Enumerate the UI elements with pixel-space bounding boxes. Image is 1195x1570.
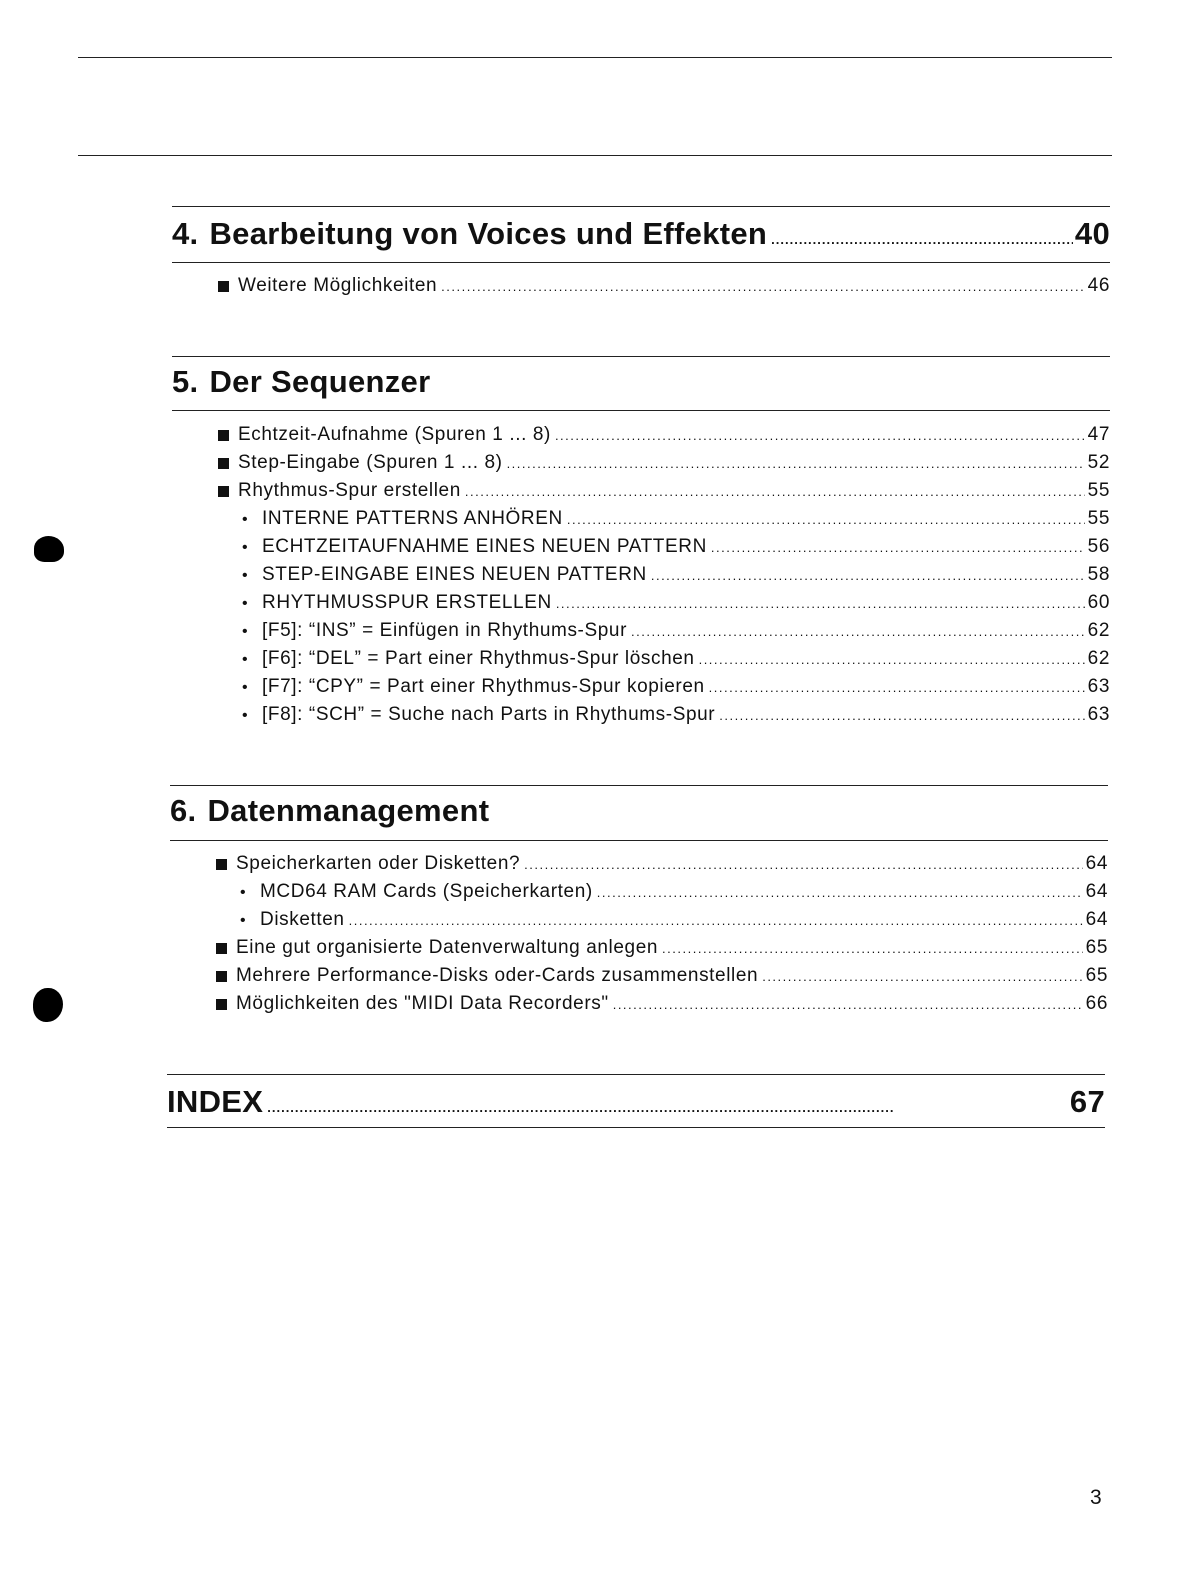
entry-page: 65 — [1085, 937, 1108, 958]
leader-dots — [556, 590, 1085, 618]
toc-subentry[interactable] — [216, 878, 1108, 906]
toc-subentry[interactable] — [218, 617, 1110, 645]
index-section — [167, 1082, 1105, 1128]
entry-text: Weitere Möglichkeiten — [238, 275, 438, 296]
dot-bullet-icon: • — [242, 567, 249, 584]
top-rule-2 — [78, 155, 1112, 156]
section-5 — [172, 362, 1110, 402]
entry-text: INTERNE PATTERNS ANHÖREN — [262, 508, 563, 529]
section-5-heading[interactable] — [172, 362, 1110, 402]
entry-page: 55 — [1087, 480, 1110, 501]
section-4 — [172, 214, 1110, 260]
toc-entry[interactable] — [216, 850, 1108, 878]
leader-dots — [613, 991, 1083, 1019]
section-page: 40 — [1074, 216, 1110, 251]
leader-dots — [709, 674, 1085, 702]
entry-page: 62 — [1087, 648, 1110, 669]
leader-dots — [349, 907, 1083, 935]
leader-dots — [711, 534, 1085, 562]
punch-hole-mark — [34, 536, 64, 562]
section-number: 6. — [170, 793, 197, 828]
entry-page: 60 — [1087, 592, 1110, 613]
top-rule-1 — [78, 57, 1112, 58]
section-4-top-rule — [172, 206, 1110, 207]
leader-dots — [771, 220, 1073, 260]
entry-page: 63 — [1087, 676, 1110, 697]
entry-text: Echtzeit-Aufnahme (Spuren 1 ... 8) — [238, 424, 551, 445]
section-number: 4. — [172, 216, 199, 251]
entry-page: 46 — [1087, 275, 1110, 296]
leader-dots — [524, 851, 1083, 879]
leader-dots — [267, 1088, 1068, 1128]
entry-page: 64 — [1085, 853, 1108, 874]
toc-entry[interactable] — [218, 449, 1110, 477]
toc-subentry[interactable] — [218, 533, 1110, 561]
entry-text: MCD64 RAM Cards (Speicherkarten) — [260, 881, 593, 902]
leader-dots — [762, 963, 1082, 991]
square-bullet-icon — [218, 281, 229, 292]
leader-dots — [567, 506, 1085, 534]
entry-page: 56 — [1087, 536, 1110, 557]
dot-bullet-icon: • — [242, 651, 249, 668]
punch-hole-mark — [33, 988, 63, 1022]
page-number: 3 — [1090, 1486, 1102, 1509]
toc-subentry[interactable] — [218, 645, 1110, 673]
toc-entry[interactable] — [218, 421, 1110, 449]
leader-dots — [597, 879, 1083, 907]
entry-text: [F5]: “INS” = Einfügen in Rhythums-Spur — [262, 620, 628, 641]
section-4-bottom-rule — [172, 262, 1110, 263]
entry-text: Eine gut organisierte Datenverwaltung anlegen — [236, 937, 659, 958]
entry-text: STEP-EINGABE EINES NEUEN PATTERN — [262, 564, 647, 585]
square-bullet-icon — [218, 486, 229, 497]
toc-subentry[interactable] — [216, 906, 1108, 934]
leader-dots — [507, 450, 1085, 478]
section-5-bottom-rule — [172, 410, 1110, 411]
toc-entry[interactable] — [216, 934, 1108, 962]
section-4-entries — [172, 272, 1110, 300]
dot-bullet-icon: • — [242, 595, 249, 612]
toc-subentry[interactable] — [218, 673, 1110, 701]
entry-text: Möglichkeiten des "MIDI Data Recorders" — [236, 993, 609, 1014]
toc-entry[interactable] — [218, 477, 1110, 505]
entry-text: [F6]: “DEL” = Part einer Rhythmus-Spur löschen — [262, 648, 695, 669]
entry-page: 63 — [1087, 704, 1110, 725]
square-bullet-icon — [216, 943, 227, 954]
section-4-heading[interactable] — [172, 214, 1110, 260]
toc-subentry[interactable] — [218, 589, 1110, 617]
section-6 — [170, 791, 1108, 831]
entry-page: 47 — [1087, 424, 1110, 445]
entry-text: Mehrere Performance-Disks oder-Cards zusammenstellen — [236, 965, 759, 986]
dot-bullet-icon: • — [242, 679, 249, 696]
toc-entry[interactable] — [218, 272, 1110, 300]
entry-page: 52 — [1087, 452, 1110, 473]
entry-page: 64 — [1085, 881, 1108, 902]
leader-dots — [631, 618, 1085, 646]
section-title: Datenmanagement — [207, 793, 490, 828]
index-bottom-rule — [167, 1127, 1105, 1128]
index-top-rule — [167, 1074, 1105, 1075]
entry-page: 55 — [1087, 508, 1110, 529]
entry-page: 58 — [1087, 564, 1110, 585]
entry-text: [F8]: “SCH” = Suche nach Parts in Rhythums-Spur — [262, 704, 716, 725]
entry-text: RHYTHMUSSPUR ERSTELLEN — [262, 592, 552, 613]
toc-entry[interactable] — [216, 962, 1108, 990]
entry-text: ECHTZEITAUFNAHME EINES NEUEN PATTERN — [262, 536, 707, 557]
toc-subentry[interactable] — [218, 505, 1110, 533]
section-5-entries — [172, 421, 1110, 729]
dot-bullet-icon: • — [242, 707, 249, 724]
section-6-top-rule — [170, 785, 1108, 786]
dot-bullet-icon: • — [240, 884, 247, 901]
entry-page: 65 — [1085, 965, 1108, 986]
leader-dots — [555, 422, 1085, 450]
dot-bullet-icon: • — [242, 539, 249, 556]
section-number: 5. — [172, 364, 199, 399]
entry-text: [F7]: “CPY” = Part einer Rhythmus-Spur kopieren — [262, 676, 705, 697]
entry-text: Disketten — [260, 909, 345, 930]
section-6-entries — [170, 850, 1108, 1018]
leader-dots — [662, 935, 1083, 963]
dot-bullet-icon: • — [242, 511, 249, 528]
entry-text: Speicherkarten oder Disketten? — [236, 853, 521, 874]
square-bullet-icon — [216, 859, 227, 870]
entry-text: Rhythmus-Spur erstellen — [238, 480, 461, 501]
toc-subentry[interactable] — [218, 561, 1110, 589]
toc-subentry[interactable] — [218, 701, 1110, 729]
entry-page: 66 — [1085, 993, 1108, 1014]
section-6-heading[interactable] — [170, 791, 1108, 831]
dot-bullet-icon: • — [240, 912, 247, 929]
section-5-top-rule — [172, 356, 1110, 357]
square-bullet-icon — [218, 430, 229, 441]
section-6-bottom-rule — [170, 840, 1108, 841]
entry-text: Step-Eingabe (Spuren 1 ... 8) — [238, 452, 503, 473]
leader-dots — [651, 562, 1085, 590]
leader-dots — [719, 702, 1084, 730]
square-bullet-icon — [218, 458, 229, 469]
square-bullet-icon — [216, 971, 227, 982]
toc-entry[interactable] — [216, 990, 1108, 1018]
index-page: 67 — [1069, 1084, 1105, 1119]
leader-dots — [465, 478, 1085, 506]
entry-page: 64 — [1085, 909, 1108, 930]
index-title: INDEX — [167, 1084, 264, 1119]
leader-dots — [441, 273, 1084, 301]
leader-dots — [699, 646, 1085, 674]
index-heading[interactable] — [167, 1082, 1105, 1128]
square-bullet-icon — [216, 999, 227, 1010]
entry-page: 62 — [1087, 620, 1110, 641]
section-title: Der Sequenzer — [209, 364, 431, 399]
dot-bullet-icon: • — [242, 623, 249, 640]
section-title: Bearbeitung von Voices und Effekten — [209, 216, 768, 251]
